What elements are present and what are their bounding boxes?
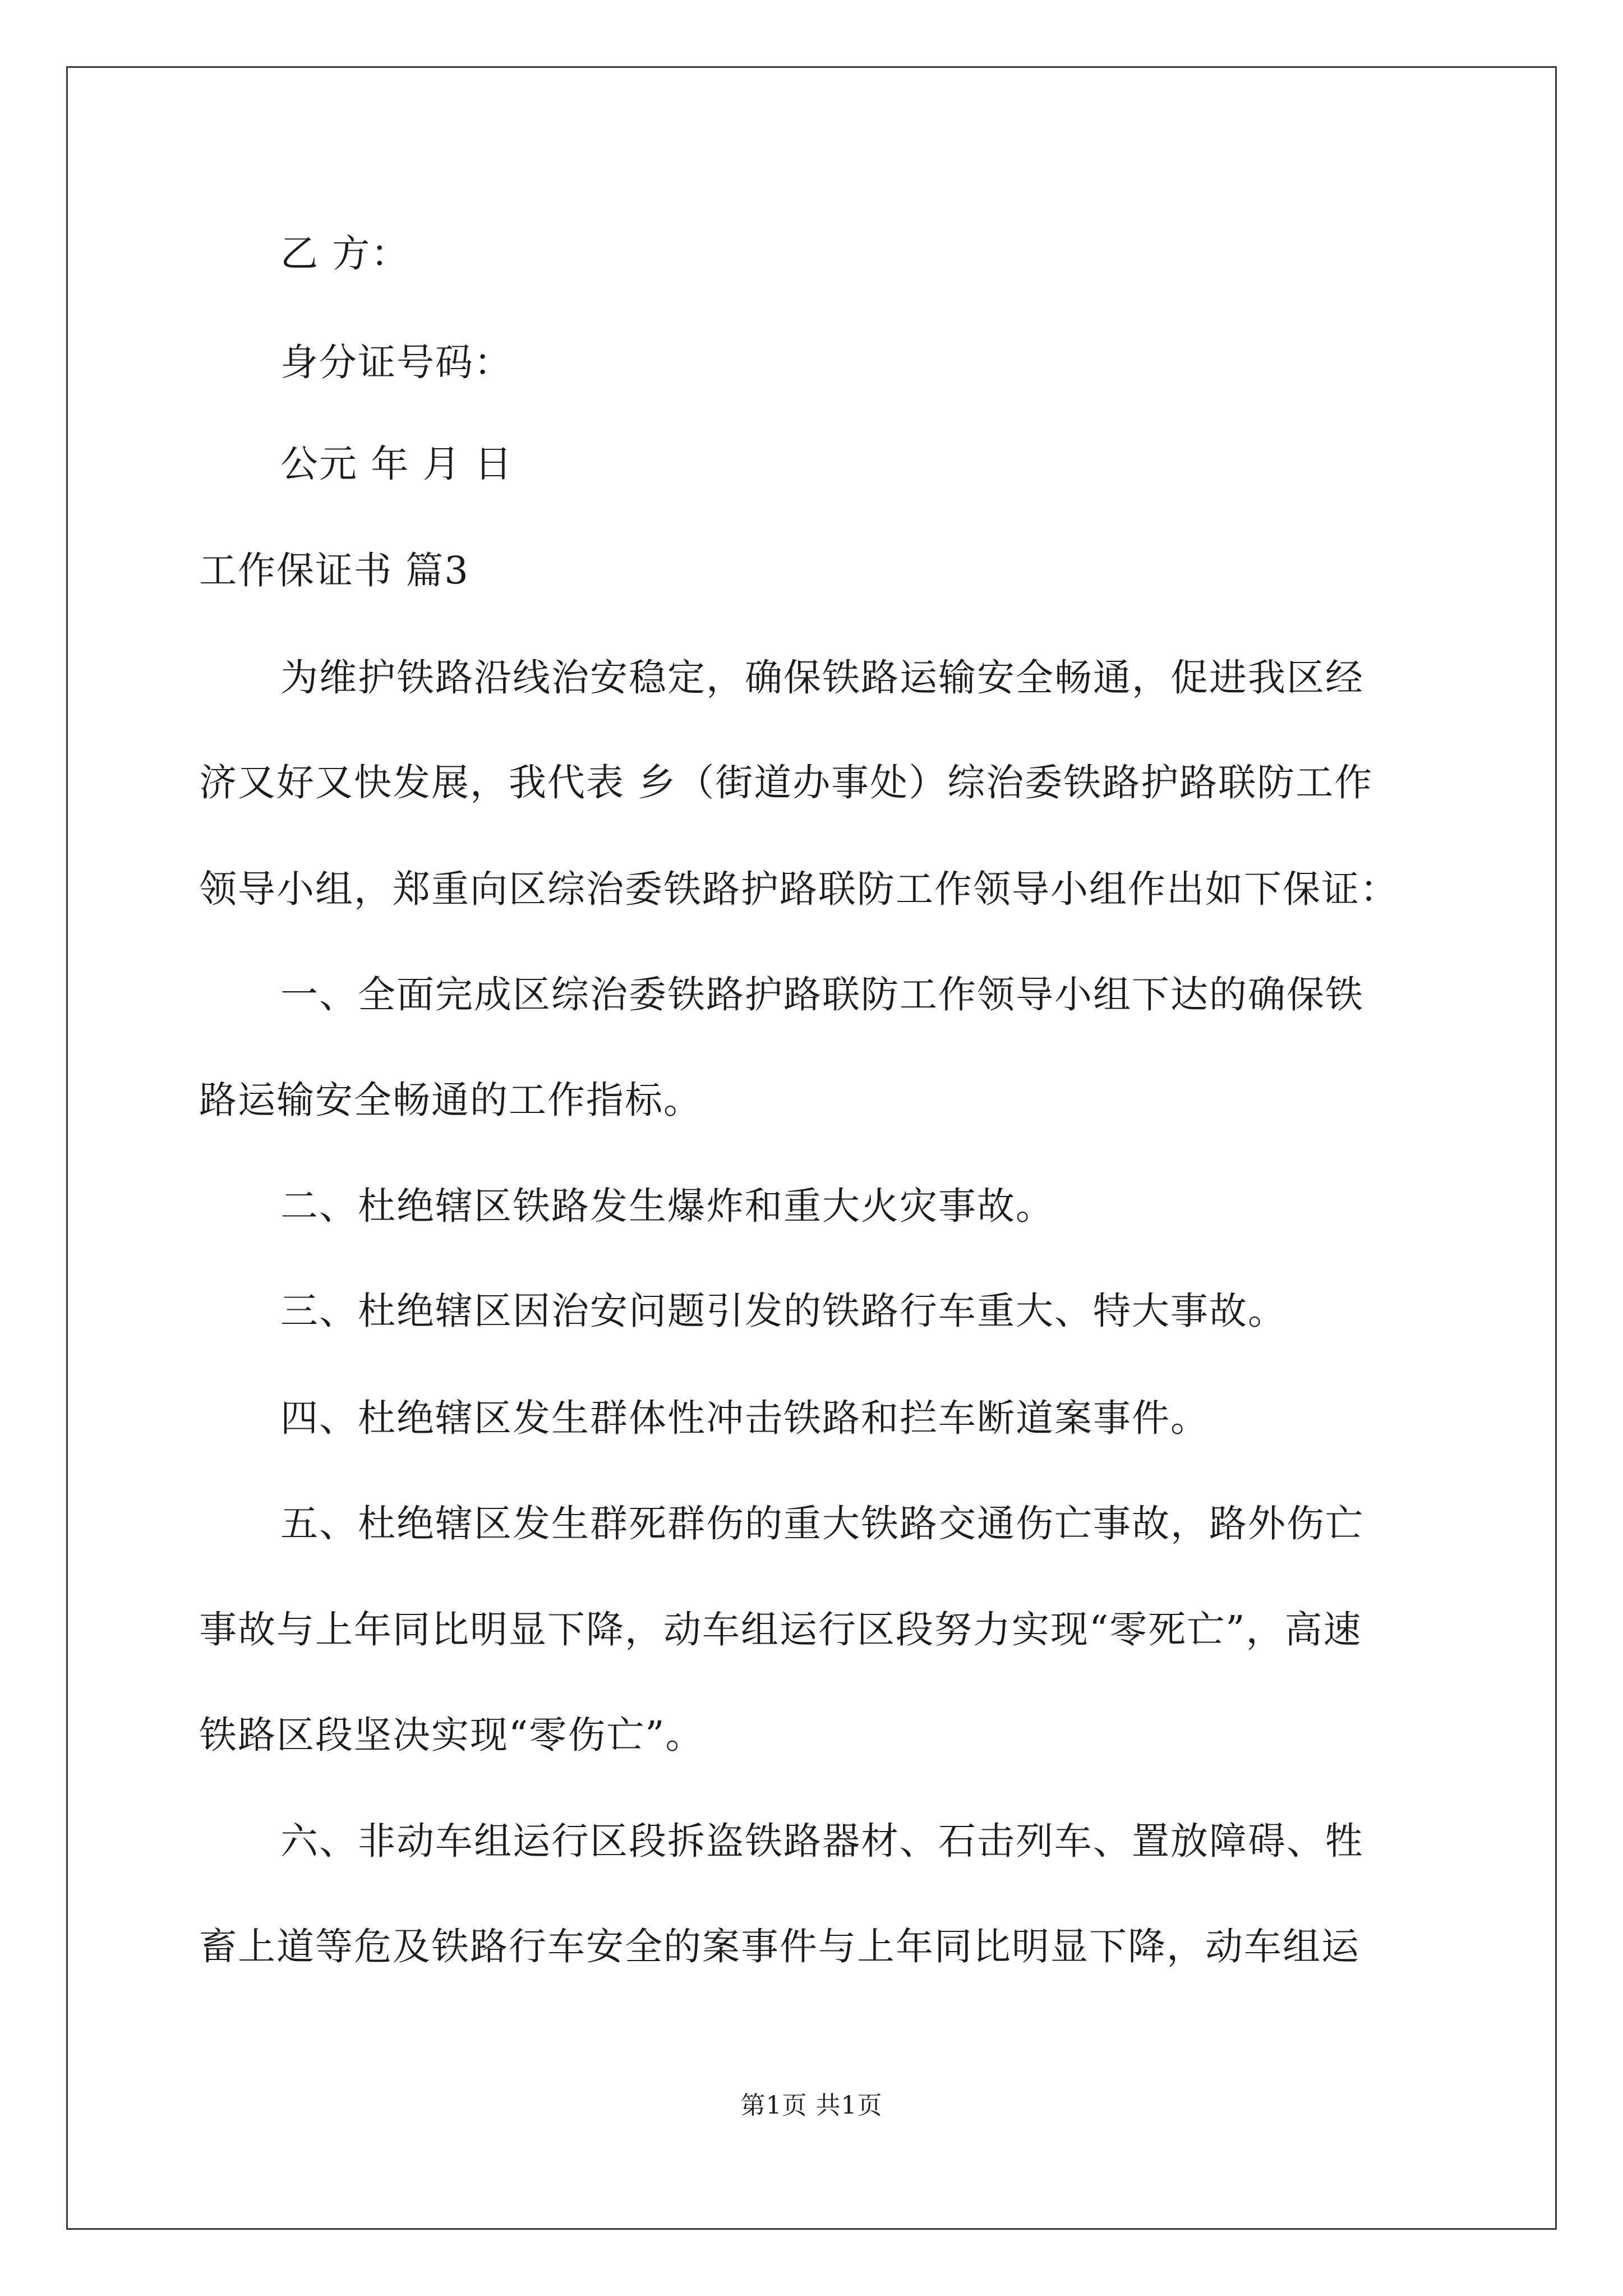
item-5-line-2: 事故与上年同比明显下降，动车组运行区段努力实现“零死亡”，高速	[199, 1608, 1362, 1651]
item-1-line-1: 一、全面完成区综治委铁路护路联防工作领导小组下达的确保铁	[280, 973, 1364, 1016]
date-line: 公元 年 月 日	[280, 442, 513, 486]
page-footer: 第1页 共1页	[740, 2091, 883, 2120]
page-border	[66, 66, 1557, 2230]
item-6-line-1: 六、非动车组运行区段拆盗铁路器材、石击列车、置放障碍、牲	[280, 1819, 1364, 1863]
id-number-label: 身分证号码：	[280, 341, 513, 384]
paragraph-intro-line-2: 济又好又快发展，我代表 乡（街道办事处）综治委铁路护路联防工作	[199, 761, 1373, 804]
item-3: 三、杜绝辖区因治安问题引发的铁路行车重大、特大事故。	[280, 1289, 1287, 1333]
paragraph-intro-line-3: 领导小组，郑重向区综治委铁路护路联防工作领导小组作出如下保证：	[199, 867, 1399, 911]
section-heading: 工作保证书 篇3	[199, 549, 469, 592]
item-6-line-2: 畜上道等危及铁路行车安全的案事件与上年同比明显下降，动车组运	[199, 1925, 1360, 1968]
party-b-label: 乙 方：	[280, 232, 410, 275]
item-5-line-3: 铁路区段坚决实现“零伤亡”。	[199, 1713, 704, 1757]
item-1-line-2: 路运输安全畅通的工作指标。	[199, 1078, 702, 1122]
item-4: 四、杜绝辖区发生群体性冲击铁路和拦车断道案事件。	[280, 1396, 1209, 1440]
item-5-line-1: 五、杜绝辖区发生群死群伤的重大铁路交通伤亡事故，路外伤亡	[280, 1502, 1364, 1545]
paragraph-intro-line-1: 为维护铁路沿线治安稳定，确保铁路运输安全畅通，促进我区经	[280, 656, 1364, 700]
item-2: 二、杜绝辖区铁路发生爆炸和重大火灾事故。	[280, 1184, 1054, 1228]
